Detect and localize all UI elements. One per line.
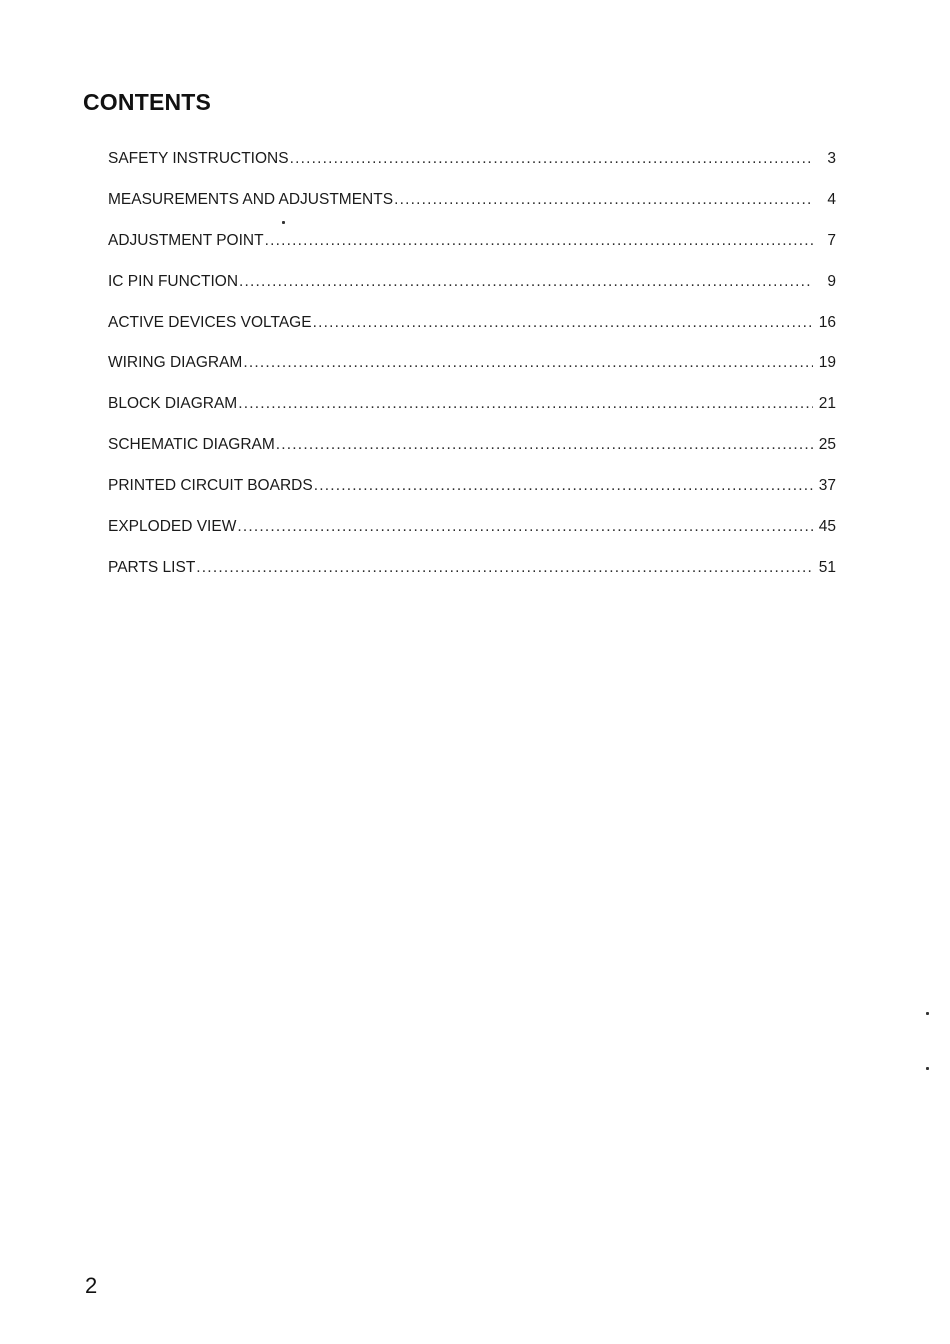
page-number: 2 [85, 1273, 98, 1298]
scan-speck [282, 221, 285, 224]
toc-entry-ic-pin-function [108, 273, 836, 314]
dot-leader [290, 150, 813, 168]
toc-entry-exploded-view [108, 518, 836, 559]
toc-entry-title: ADJUSTMENT POINT [108, 231, 264, 249]
dot-leader [196, 559, 813, 577]
toc-entry-page: 25 [818, 436, 836, 454]
toc-entry-page: 51 [818, 558, 836, 576]
toc-entry-page: 7 [827, 231, 836, 249]
toc-entry-wiring-diagram [108, 354, 836, 395]
toc-entry-block-diagram [108, 395, 836, 436]
toc-entry-page: 3 [827, 150, 836, 167]
table-of-contents [108, 150, 836, 600]
toc-entry-page: 45 [818, 518, 836, 536]
dot-leader [239, 273, 813, 291]
toc-entry-title: IC PIN FUNCTION [108, 272, 239, 290]
toc-entry-schematic-diagram [108, 436, 836, 477]
toc-entry-adjustment-point [108, 232, 836, 273]
toc-entry-title: MEASUREMENTS AND ADJUSTMENTS [108, 190, 394, 208]
toc-entry-title: ACTIVE DEVICES VOLTAGE [108, 313, 312, 331]
toc-entry-title: BLOCK DIAGRAM [108, 395, 238, 413]
toc-entry-measurements-and-adjustments [108, 191, 836, 232]
toc-entry-title: PARTS LIST [108, 558, 196, 576]
dot-leader [237, 518, 813, 536]
dot-leader [314, 477, 813, 495]
toc-entry-page: 21 [818, 395, 836, 413]
dot-leader [394, 191, 813, 209]
scan-speck [926, 1012, 929, 1015]
toc-entry-active-devices-voltage [108, 314, 836, 355]
dot-leader [243, 354, 813, 372]
toc-entry-page: 4 [827, 190, 836, 208]
toc-entry-safety-instructions [108, 150, 836, 191]
scan-speck [926, 1067, 929, 1070]
dot-leader [276, 436, 813, 454]
toc-entry-parts-list [108, 559, 836, 600]
dot-leader [313, 314, 813, 332]
toc-entry-printed-circuit-boards [108, 477, 836, 518]
toc-entry-title: SAFETY INSTRUCTIONS [108, 150, 289, 167]
dot-leader [265, 232, 813, 250]
contents-heading: CONTENTS [83, 89, 212, 115]
toc-entry-title: EXPLODED VIEW [108, 518, 237, 536]
toc-entry-title: PRINTED CIRCUIT BOARDS [108, 477, 313, 495]
toc-entry-page: 16 [818, 313, 836, 331]
toc-entry-page: 37 [818, 477, 836, 495]
toc-entry-page: 9 [827, 272, 836, 290]
dot-leader [238, 395, 813, 413]
toc-entry-title: SCHEMATIC DIAGRAM [108, 436, 275, 454]
toc-entry-title: WIRING DIAGRAM [108, 354, 243, 372]
toc-entry-page: 19 [818, 354, 836, 372]
